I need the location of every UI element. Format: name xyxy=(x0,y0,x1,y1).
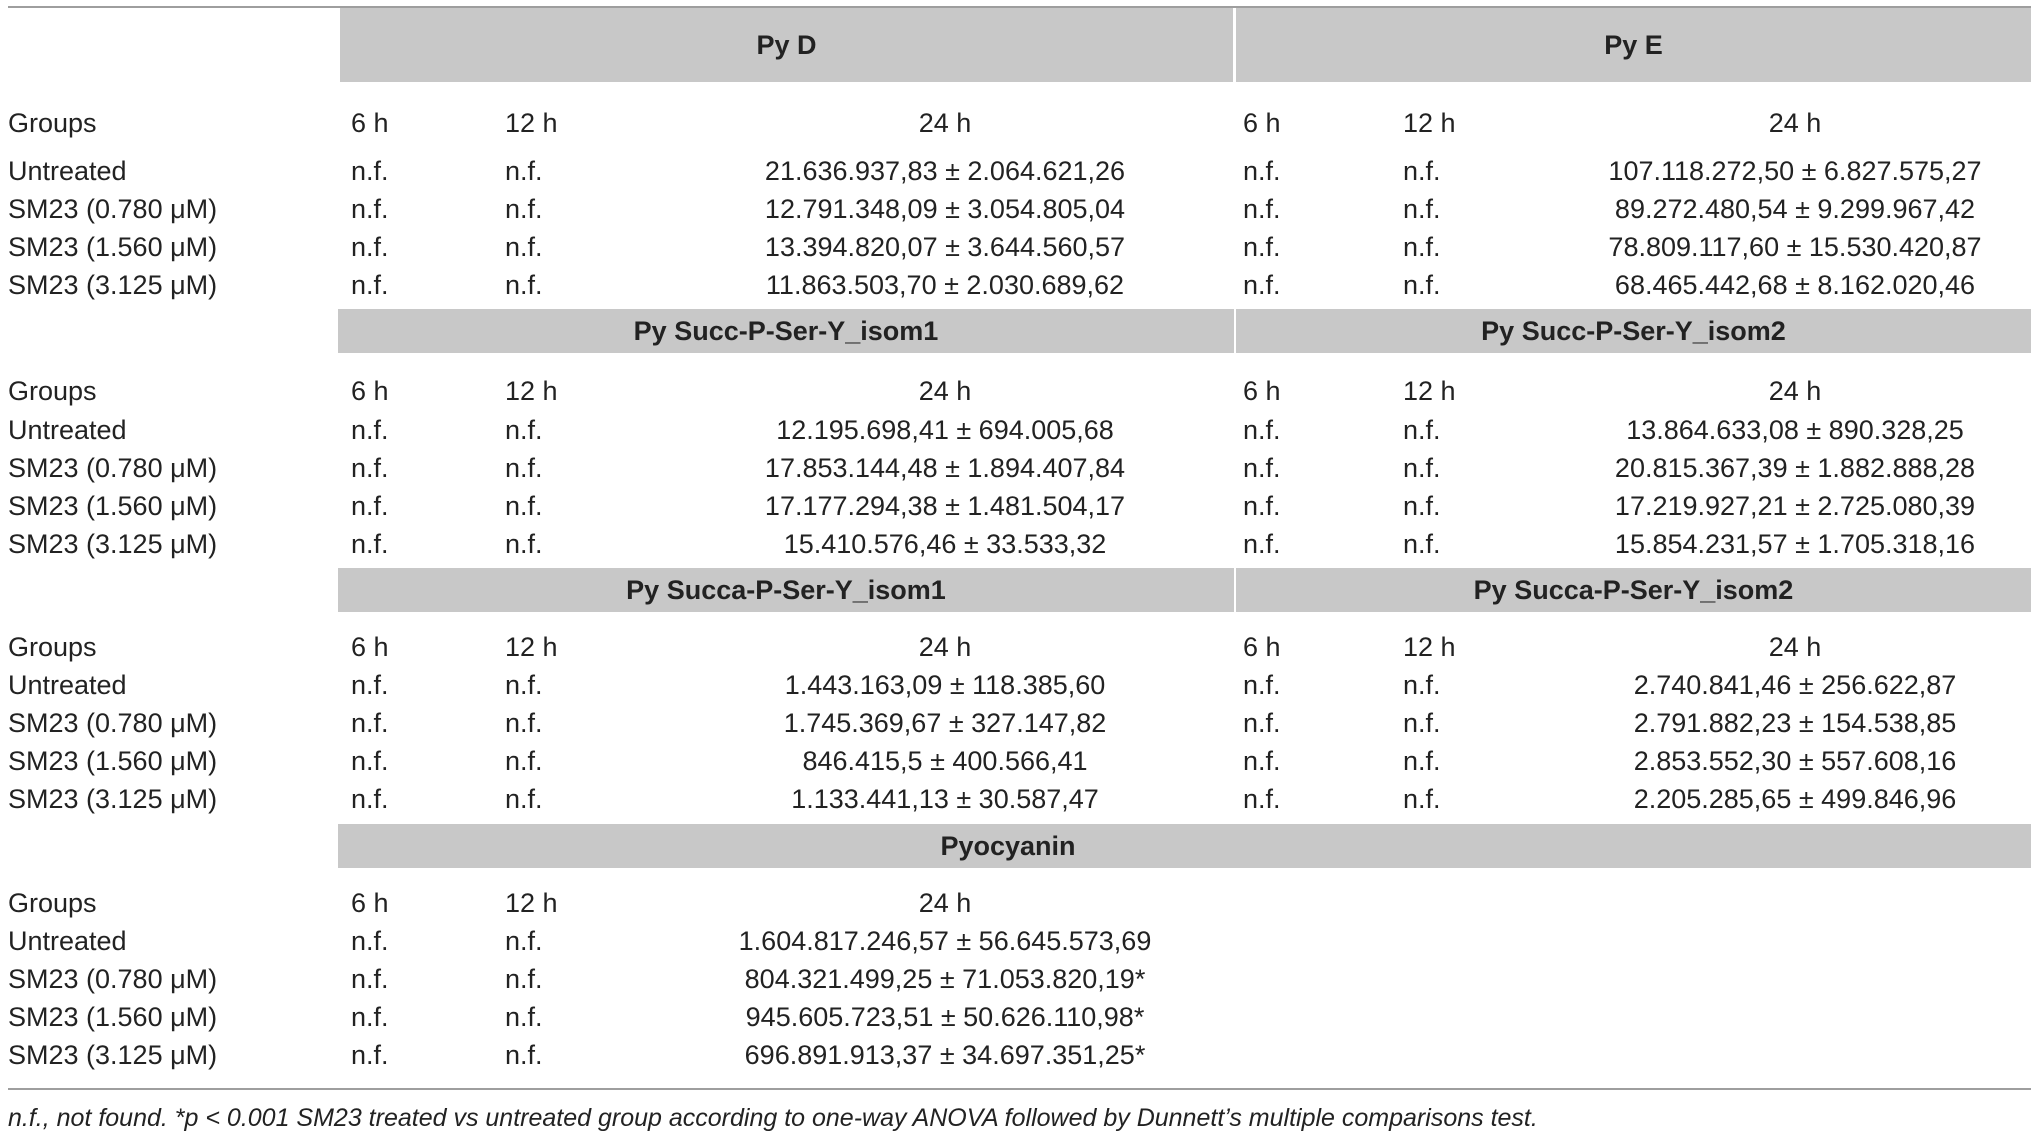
value-24h-left: 17.177.294,38 ± 1.481.504,17 xyxy=(764,491,1126,521)
header-24h-right: 24 h xyxy=(1768,632,1822,662)
header-12h-left: 12 h xyxy=(505,888,558,918)
header-24h-left: 24 h xyxy=(918,108,972,138)
value-12h-left: n.f. xyxy=(505,529,543,559)
groups-header: Groups xyxy=(8,888,97,918)
value-12h-left: n.f. xyxy=(505,1040,543,1070)
value-6h-left: n.f. xyxy=(351,784,389,814)
value-12h-right: n.f. xyxy=(1403,708,1441,738)
value-6h-left: n.f. xyxy=(351,529,389,559)
value-6h-right: n.f. xyxy=(1243,194,1281,224)
value-12h-right: n.f. xyxy=(1403,415,1441,445)
value-24h-left: 1.443.163,09 ± 118.385,60 xyxy=(784,670,1106,700)
value-24h-right: 2.853.552,30 ± 557.608,16 xyxy=(1633,746,1957,776)
value-12h-right: n.f. xyxy=(1403,156,1441,186)
value-12h-left: n.f. xyxy=(505,746,543,776)
value-6h-right: n.f. xyxy=(1243,415,1281,445)
value-12h-left: n.f. xyxy=(505,156,543,186)
header-12h-left: 12 h xyxy=(505,108,558,138)
value-24h-right: 13.864.633,08 ± 890.328,25 xyxy=(1626,415,1964,445)
value-24h-left: 12.195.698,41 ± 694.005,68 xyxy=(776,415,1114,445)
value-6h-left: n.f. xyxy=(351,453,389,483)
value-12h-left: n.f. xyxy=(505,708,543,738)
value-24h-right: 78.809.117,60 ± 15.530.420,87 xyxy=(1608,232,1982,262)
value-6h-left: n.f. xyxy=(351,926,389,956)
table-bottom-rule xyxy=(8,1088,2031,1090)
value-24h-left: 15.410.576,46 ± 33.533,32 xyxy=(783,529,1107,559)
value-24h-left: 1.604.817.246,57 ± 56.645.573,69 xyxy=(738,926,1152,956)
group-label: SM23 (1.560 μM) xyxy=(8,491,218,521)
value-6h-left: n.f. xyxy=(351,708,389,738)
value-6h-right: n.f. xyxy=(1243,746,1281,776)
section-2-title-right: Py Succ-P-Ser-Y_isom2 xyxy=(1481,316,1786,346)
value-6h-left: n.f. xyxy=(351,1040,389,1070)
group-label: SM23 (3.125 μM) xyxy=(8,270,218,300)
value-12h-left: n.f. xyxy=(505,784,543,814)
value-12h-left: n.f. xyxy=(505,1002,543,1032)
value-6h-left: n.f. xyxy=(351,270,389,300)
value-12h-right: n.f. xyxy=(1403,784,1441,814)
header-6h-right: 6 h xyxy=(1243,632,1281,662)
value-6h-right: n.f. xyxy=(1243,670,1281,700)
value-6h-left: n.f. xyxy=(351,194,389,224)
value-24h-left: 1.133.441,13 ± 30.587,47 xyxy=(791,784,1099,814)
group-label: SM23 (0.780 μM) xyxy=(8,194,218,224)
value-12h-left: n.f. xyxy=(505,232,543,262)
value-6h-left: n.f. xyxy=(351,670,389,700)
value-12h-left: n.f. xyxy=(505,270,543,300)
header-12h-right: 12 h xyxy=(1403,108,1456,138)
value-24h-right: 68.465.442,68 ± 8.162.020,46 xyxy=(1614,270,1976,300)
value-12h-left: n.f. xyxy=(505,926,543,956)
header-12h-left: 12 h xyxy=(505,632,558,662)
value-12h-right: n.f. xyxy=(1403,491,1441,521)
header-6h-left: 6 h xyxy=(351,888,389,918)
value-24h-left: 804.321.499,25 ± 71.053.820,19* xyxy=(744,964,1146,994)
group-label: Untreated xyxy=(8,926,127,956)
header-6h-right: 6 h xyxy=(1243,376,1281,406)
table-footnote: n.f., not found. *p < 0.001 SM23 treated vs untreated group according to one-way ANOVA followed by Dunnett’s multiple comparisons test. xyxy=(8,1104,1538,1132)
header-6h-left: 6 h xyxy=(351,632,389,662)
value-24h-left: 1.745.369,67 ± 327.147,82 xyxy=(783,708,1107,738)
value-6h-left: n.f. xyxy=(351,964,389,994)
section-3-title-left: Py Succa-P-Ser-Y_isom1 xyxy=(626,575,946,605)
groups-header: Groups xyxy=(8,632,97,662)
value-12h-left: n.f. xyxy=(505,670,543,700)
value-6h-right: n.f. xyxy=(1243,156,1281,186)
header-24h-left: 24 h xyxy=(918,888,972,918)
header-6h-right: 6 h xyxy=(1243,108,1281,138)
value-24h-right: 2.205.285,65 ± 499.846,96 xyxy=(1633,784,1957,814)
groups-header: Groups xyxy=(8,376,97,406)
value-24h-right: 17.219.927,21 ± 2.725.080,39 xyxy=(1614,491,1976,521)
group-label: SM23 (3.125 μM) xyxy=(8,529,218,559)
value-12h-left: n.f. xyxy=(505,453,543,483)
value-24h-left: 21.636.937,83 ± 2.064.621,26 xyxy=(764,156,1126,186)
group-label: SM23 (1.560 μM) xyxy=(8,746,218,776)
section-1-title-left: Py D xyxy=(756,30,817,60)
value-24h-left: 12.791.348,09 ± 3.054.805,04 xyxy=(764,194,1126,224)
value-6h-right: n.f. xyxy=(1243,453,1281,483)
value-6h-left: n.f. xyxy=(351,1002,389,1032)
section-3-title-right: Py Succa-P-Ser-Y_isom2 xyxy=(1473,575,1794,605)
value-6h-left: n.f. xyxy=(351,156,389,186)
value-24h-left: 846.415,5 ± 400.566,41 xyxy=(802,746,1088,776)
value-12h-left: n.f. xyxy=(505,964,543,994)
value-6h-right: n.f. xyxy=(1243,708,1281,738)
value-24h-left: 13.394.820,07 ± 3.644.560,57 xyxy=(764,232,1126,262)
header-24h-right: 24 h xyxy=(1768,376,1822,406)
value-6h-left: n.f. xyxy=(351,415,389,445)
value-6h-left: n.f. xyxy=(351,491,389,521)
group-label: SM23 (3.125 μM) xyxy=(8,1040,218,1070)
group-label: Untreated xyxy=(8,156,127,186)
header-6h-left: 6 h xyxy=(351,108,389,138)
value-24h-right: 20.815.367,39 ± 1.882.888,28 xyxy=(1614,453,1976,483)
value-24h-left: 17.853.144,48 ± 1.894.407,84 xyxy=(764,453,1126,483)
value-12h-left: n.f. xyxy=(505,491,543,521)
value-6h-right: n.f. xyxy=(1243,270,1281,300)
value-24h-right: 107.118.272,50 ± 6.827.575,27 xyxy=(1608,156,1982,186)
group-label: Untreated xyxy=(8,415,127,445)
header-6h-left: 6 h xyxy=(351,376,389,406)
section-1-title-right: Py E xyxy=(1604,30,1663,60)
group-label: SM23 (3.125 μM) xyxy=(8,784,218,814)
value-6h-left: n.f. xyxy=(351,746,389,776)
value-12h-right: n.f. xyxy=(1403,194,1441,224)
header-12h-right: 12 h xyxy=(1403,632,1456,662)
group-label: SM23 (1.560 μM) xyxy=(8,232,218,262)
value-6h-right: n.f. xyxy=(1243,529,1281,559)
value-12h-right: n.f. xyxy=(1403,270,1441,300)
header-24h-left: 24 h xyxy=(918,632,972,662)
value-24h-right: 2.740.841,46 ± 256.622,87 xyxy=(1633,670,1957,700)
value-6h-left: n.f. xyxy=(351,232,389,262)
value-6h-right: n.f. xyxy=(1243,232,1281,262)
group-label: SM23 (1.560 μM) xyxy=(8,1002,218,1032)
header-12h-right: 12 h xyxy=(1403,376,1456,406)
header-24h-right: 24 h xyxy=(1768,108,1822,138)
value-12h-left: n.f. xyxy=(505,415,543,445)
value-12h-right: n.f. xyxy=(1403,232,1441,262)
section-4-title: Pyocyanin xyxy=(940,831,1076,861)
value-12h-left: n.f. xyxy=(505,194,543,224)
value-24h-right: 15.854.231,57 ± 1.705.318,16 xyxy=(1614,529,1976,559)
value-24h-left: 945.605.723,51 ± 50.626.110,98* xyxy=(745,1002,1145,1032)
group-label: SM23 (0.780 μM) xyxy=(8,708,218,738)
value-12h-right: n.f. xyxy=(1403,746,1441,776)
value-12h-right: n.f. xyxy=(1403,529,1441,559)
value-12h-right: n.f. xyxy=(1403,453,1441,483)
value-24h-left: 11.863.503,70 ± 2.030.689,62 xyxy=(765,270,1125,300)
value-6h-right: n.f. xyxy=(1243,784,1281,814)
group-label: Untreated xyxy=(8,670,127,700)
header-12h-left: 12 h xyxy=(505,376,558,406)
group-label: SM23 (0.780 μM) xyxy=(8,964,218,994)
group-label: SM23 (0.780 μM) xyxy=(8,453,218,483)
section-2-title-left: Py Succ-P-Ser-Y_isom1 xyxy=(633,316,939,346)
value-6h-right: n.f. xyxy=(1243,491,1281,521)
groups-header: Groups xyxy=(8,108,97,138)
header-24h-left: 24 h xyxy=(918,376,972,406)
value-24h-left: 696.891.913,37 ± 34.697.351,25* xyxy=(744,1040,1146,1070)
value-24h-right: 2.791.882,23 ± 154.538,85 xyxy=(1633,708,1957,738)
value-24h-right: 89.272.480,54 ± 9.299.967,42 xyxy=(1614,194,1976,224)
value-12h-right: n.f. xyxy=(1403,670,1441,700)
